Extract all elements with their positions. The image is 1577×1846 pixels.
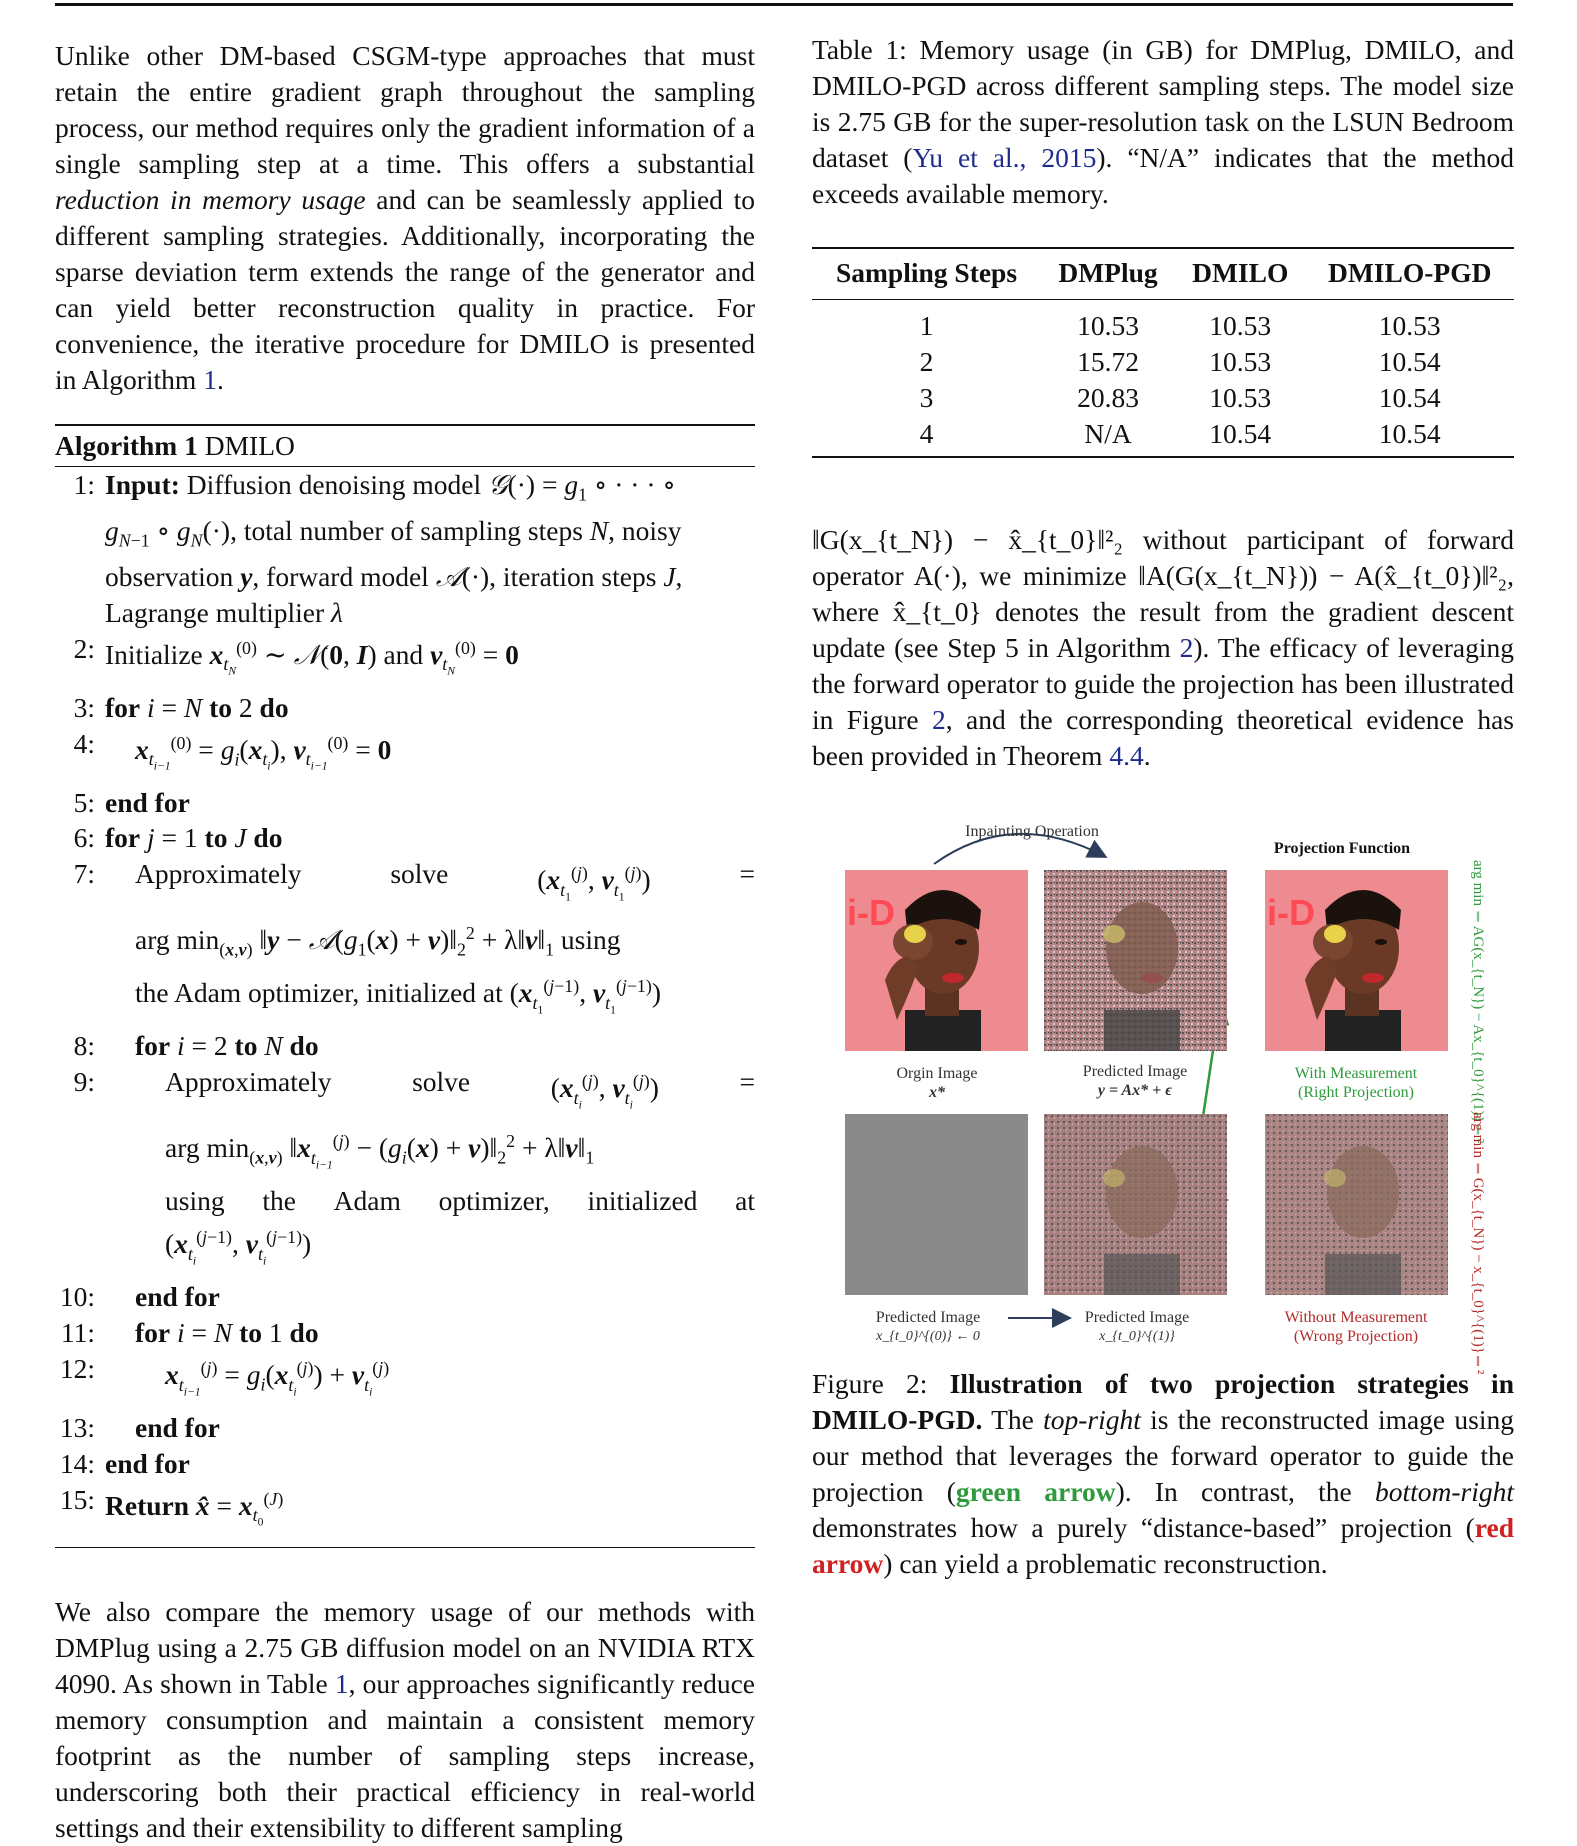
predicted-bottom-label-text: Predicted Image xyxy=(1084,1309,1190,1326)
line-number: 5: xyxy=(73,786,95,818)
projection-text-3: , and the corresponding theoretical evidence has been provided in Theorem xyxy=(812,704,1514,771)
table-caption-text-2: ). “N/A” indicates that the method exceeds available memory. xyxy=(812,142,1514,209)
algorithm-name: DMILO xyxy=(204,430,295,461)
origin-label-text: Orgin Image xyxy=(896,1065,978,1082)
figure-caption-text: ). In contrast, the xyxy=(1115,1476,1375,1507)
algorithm-line-4: 4: $x_{t_{i-1}}^{(0)} = g_i(x_{t_i})$, $\nu_{t_{i-1}}^{(0)} = 0$ xyxy=(55,726,755,785)
algorithm-line-7-cont: arg $\min_{(x,\nu)}$ ‖y − $𝒜(g_1(x)$ + $\nu)‖_2^2$ + $\lambda‖\nu‖_1$ using the Adam optimizer, initialized at ($x_{t_1}^{(j-1)}$, $\nu_{t_1}^{(j-1)}$) xyxy=(135,923,661,1017)
table-cell: 10.53 xyxy=(1209,310,1272,341)
table-cell: 4 xyxy=(919,418,934,449)
inpainting-label: Inpainting Operation xyxy=(965,823,1099,840)
table-cell: 15.72 xyxy=(1077,346,1139,377)
table-row xyxy=(812,416,1514,457)
predicted-masked-image xyxy=(1044,870,1227,1051)
with-measurement-text: With Measurement xyxy=(1294,1065,1418,1082)
algorithm-2-ref-link[interactable]: 2 xyxy=(1179,632,1194,663)
algorithm-line-1: 1: Input: Diffusion denoising model 𝒢(·) = $g_1$ ∘ · · · ∘ xyxy=(55,467,755,513)
table-cell: 10.53 xyxy=(1209,346,1272,377)
theorem-ref-link[interactable]: 4.4 xyxy=(1109,740,1144,771)
table-cell: 10.53 xyxy=(1209,382,1272,413)
table-ref-link[interactable]: 1 xyxy=(334,1667,349,1699)
figure-caption-text: demonstrates how a purely “distance-based” projection ( xyxy=(812,1512,1475,1543)
figure-caption xyxy=(812,1366,1514,1582)
figure-caption-label: Figure 2: xyxy=(812,1368,928,1399)
line-number: 12: xyxy=(59,1352,95,1384)
figure-caption-text: is the reconstructed image using our method that leverages the forward operator to guide the projection ( xyxy=(812,1404,1514,1507)
intro-text-1: Unlike other DM-based CSGM-type approaches that must retain the entire gradient graph throughout the sampling process, our method requires only the gradient information of a single sampling step at a time. This offers a substantial xyxy=(55,40,755,179)
memory-paragraph xyxy=(55,1594,755,1846)
right-column xyxy=(812,32,1514,1582)
table-caption xyxy=(812,32,1514,212)
with-measurement-label xyxy=(1259,1064,1453,1102)
right-projection-text: (Right Projection) xyxy=(1298,1084,1414,1101)
red-arrow-text: red arrow xyxy=(812,1512,1514,1579)
figure-caption-text: ) can yield a problematic reconstruction. xyxy=(883,1548,1328,1579)
projection-text-2: ). The efficacy of leveraging the forward operator to guide the projection has been illustrated in Figure xyxy=(812,632,1514,735)
red-objective-label: arg min ‖G(x_{t_N}) − x_{t_0}^{(1)}‖² xyxy=(1470,1112,1486,1375)
figure-caption-emph: top-right xyxy=(1043,1404,1141,1435)
memory-text-1: We also compare the memory usage of our methods with DMPlug using a 2.75 GB diffusion model on an NVIDIA RTX 4090. As shown in Table xyxy=(55,1595,755,1699)
predicted-bottom-label xyxy=(1062,1308,1212,1346)
predicted-init-label-text: Predicted Image xyxy=(875,1309,981,1326)
table-cell: 1 xyxy=(919,310,934,341)
predicted-noisy-image xyxy=(1044,1114,1227,1295)
table-cell: 10.53 xyxy=(1378,310,1441,341)
intro-text-2: and can be seamlessly applied to different sampling strategies. Additionally, incorporating the sparse deviation term extends the range of the generator and can yield better reconstruction quality in practice. For convenience, the iterative procedure for DMILO is presented in Algorithm xyxy=(55,184,755,395)
right-projection-image xyxy=(1265,870,1448,1051)
table-cell: 2 xyxy=(919,346,934,377)
algorithm-line-5: 5: end for xyxy=(55,785,755,821)
table-header-row xyxy=(812,248,1514,300)
projection-title: Projection Function xyxy=(1273,840,1411,857)
line-number: 4: xyxy=(73,727,95,759)
table-cell: 10.54 xyxy=(1209,418,1272,449)
line-number: 7: xyxy=(73,858,95,890)
table-cell: N/A xyxy=(1084,418,1132,449)
predicted-top-math: y = Ax* + ϵ xyxy=(1097,1082,1173,1099)
figure-caption-text: The xyxy=(982,1404,1044,1435)
citation-link[interactable]: Yu et al., 2015 xyxy=(912,142,1097,173)
line-number: 10: xyxy=(59,1281,95,1313)
table-cell: 10.54 xyxy=(1378,418,1441,449)
table-header-cell: Sampling Steps xyxy=(835,257,1018,288)
algorithm-label: Algorithm 1 xyxy=(55,430,198,461)
table-cell: 3 xyxy=(919,382,934,413)
intro-end: . xyxy=(216,364,224,395)
projection-text-1: ‖G(x_{t_N}) − x̂_{t_0}‖²₂ without participant of forward operator A(·), we minimize ‖A(G(x_{t_N})) − A(x̂_{t_0})‖²₂, where x̂_{t_0} denotes the result from the gradient descent update (see Step 5 in Algorithm xyxy=(812,524,1514,663)
table-header-cell: DMILO xyxy=(1192,257,1289,288)
algorithm-header xyxy=(55,426,755,467)
top-rule xyxy=(55,3,1513,6)
algorithm-line-6: 6: for j = 1 to J do xyxy=(55,820,755,856)
algorithm-line-10: 10: end for xyxy=(55,1279,755,1315)
table-cell: 10.54 xyxy=(1378,346,1441,377)
line-number: 6: xyxy=(73,822,95,854)
predicted-top-label-text: Predicted Image xyxy=(1082,1063,1188,1080)
algorithm-line-11: 11: for i = N to 1 do xyxy=(55,1315,755,1351)
algorithm-line-3: 3: for i = N to 2 do xyxy=(55,690,755,726)
algorithm-box xyxy=(55,424,755,1548)
without-measurement-label xyxy=(1259,1308,1453,1346)
intro-emphasis: reduction in memory usage xyxy=(55,184,366,215)
without-measurement-text: Without Measurement xyxy=(1284,1309,1428,1326)
origin-math: x* xyxy=(929,1084,945,1101)
line-number: 1: xyxy=(73,469,95,500)
line-number: 11: xyxy=(60,1317,95,1349)
line-number: 3: xyxy=(73,691,95,723)
wrong-projection-text: (Wrong Projection) xyxy=(1293,1328,1419,1345)
origin-label xyxy=(840,1064,1034,1102)
line-number: 13: xyxy=(59,1411,95,1443)
table-header-cell: DMILO-PGD xyxy=(1327,257,1492,288)
line-number: 15: xyxy=(59,1483,95,1515)
wrong-projection-image xyxy=(1265,1114,1448,1295)
predicted-bottom-math: x_{t_0}^{(1)} xyxy=(1099,1329,1175,1344)
predicted-top-label xyxy=(1038,1062,1232,1100)
table-row xyxy=(812,300,1514,345)
table-cell: 10.54 xyxy=(1378,382,1441,413)
green-arrow-text: green arrow xyxy=(955,1476,1116,1507)
algorithm-line-14: 14: end for xyxy=(55,1446,755,1482)
algorithm-line-7: 7: Approximately solve ($x_{t_1}^{(j)}$, $\nu_{t_1}^{(j)}$) = xyxy=(55,856,755,915)
table-row xyxy=(812,380,1514,416)
left-column xyxy=(55,38,755,1846)
line-number: 8: xyxy=(73,1030,95,1062)
algorithm-line-2: 2: Initialize $x_{t_N}^{(0)}$ ∼ 𝒩(0, I) and $\nu_{t_N}^{(0)} = 0$ xyxy=(55,631,755,690)
memory-text-2: , our approaches significantly reduce memory consumption and maintain a consistent memory footprint as the number of sampling steps increase, underscoring both their practical efficiency in real-world settings and their extensibility to different sampling xyxy=(55,1667,755,1843)
intro-paragraph xyxy=(55,38,755,398)
table-row xyxy=(812,344,1514,380)
algorithm-line-9-cont: arg $\min_{(x,\nu)}$ $‖x_{t_{i-1}}^{(j)} - (g_i(x)$ + $\nu)‖_2^2$ + $\lambda‖\nu‖_1$ using the Adam optimizer, initialized at ($x_{t_i}^{(j-1)}$, $\nu_{t_i}^{(j-1)}$) xyxy=(165,1130,755,1268)
projection-paragraph xyxy=(812,522,1514,774)
figure-2-ref-link[interactable]: 2 xyxy=(931,704,946,735)
green-objective-label: arg min ‖AG(x_{t_N}) − Ax_{t_0}^{(1)}‖² xyxy=(1470,860,1486,1144)
origin-image xyxy=(845,870,1028,1051)
portrait-text: i-D xyxy=(1267,892,1315,933)
projection-text-4: . xyxy=(1143,740,1151,771)
algorithm-line-8: 8: for i = 2 to N do xyxy=(55,1028,755,1064)
algorithm-line-13: 13: end for xyxy=(55,1410,755,1446)
algorithm-line-1-cont: $g_{N-1}$ ∘ $g_N(\cdot)$, total number of sampling steps N, noisy observation y, forward model 𝒜(·), iteration steps J, Lagrange multiplier λ xyxy=(105,515,683,628)
algorithm-line-12: 12: $x_{t_{i-1}}^{(j)} = g_i(x_{t_i}^{(j)}) + \nu_{t_i}^{(j)}$ xyxy=(55,1351,755,1410)
table-caption-text-1: Table 1: Memory usage (in GB) for DMPlug, DMILO, and DMILO-PGD across different sampling steps. The model size is 2.75 GB for the super-resolution task on the LSUN Bedroom dataset ( xyxy=(812,34,1514,173)
line-number: 9: xyxy=(73,1065,95,1097)
predicted-init-label xyxy=(848,1308,1008,1346)
table-cell: 20.83 xyxy=(1077,382,1139,413)
table-header-cell: DMPlug xyxy=(1058,257,1158,288)
algorithm-line-9: 9: Approximately solve ($x_{t_i}^{(j)}$, $\nu_{t_i}^{(j)}$) = xyxy=(55,1064,755,1123)
portrait-text: i-D xyxy=(847,892,895,933)
line-number: 14: xyxy=(59,1447,95,1479)
figure-caption-bold: Illustration of two projection strategies in DMILO-PGD. xyxy=(812,1368,1514,1435)
figure-2 xyxy=(812,808,1514,1375)
gray-init-image xyxy=(845,1114,1028,1295)
algorithm-line-15: 15: Return x̂ = $x_{t_0}^{(J)}$ xyxy=(55,1482,755,1541)
line-number: 2: xyxy=(73,632,95,664)
memory-table xyxy=(812,247,1514,458)
table-cell: 10.53 xyxy=(1077,310,1139,341)
predicted-init-math: x_{t_0}^{(0)} ← 0 xyxy=(876,1329,980,1344)
figure-caption-emph: bottom-right xyxy=(1374,1476,1514,1507)
algorithm-ref-link[interactable]: 1 xyxy=(203,364,217,395)
